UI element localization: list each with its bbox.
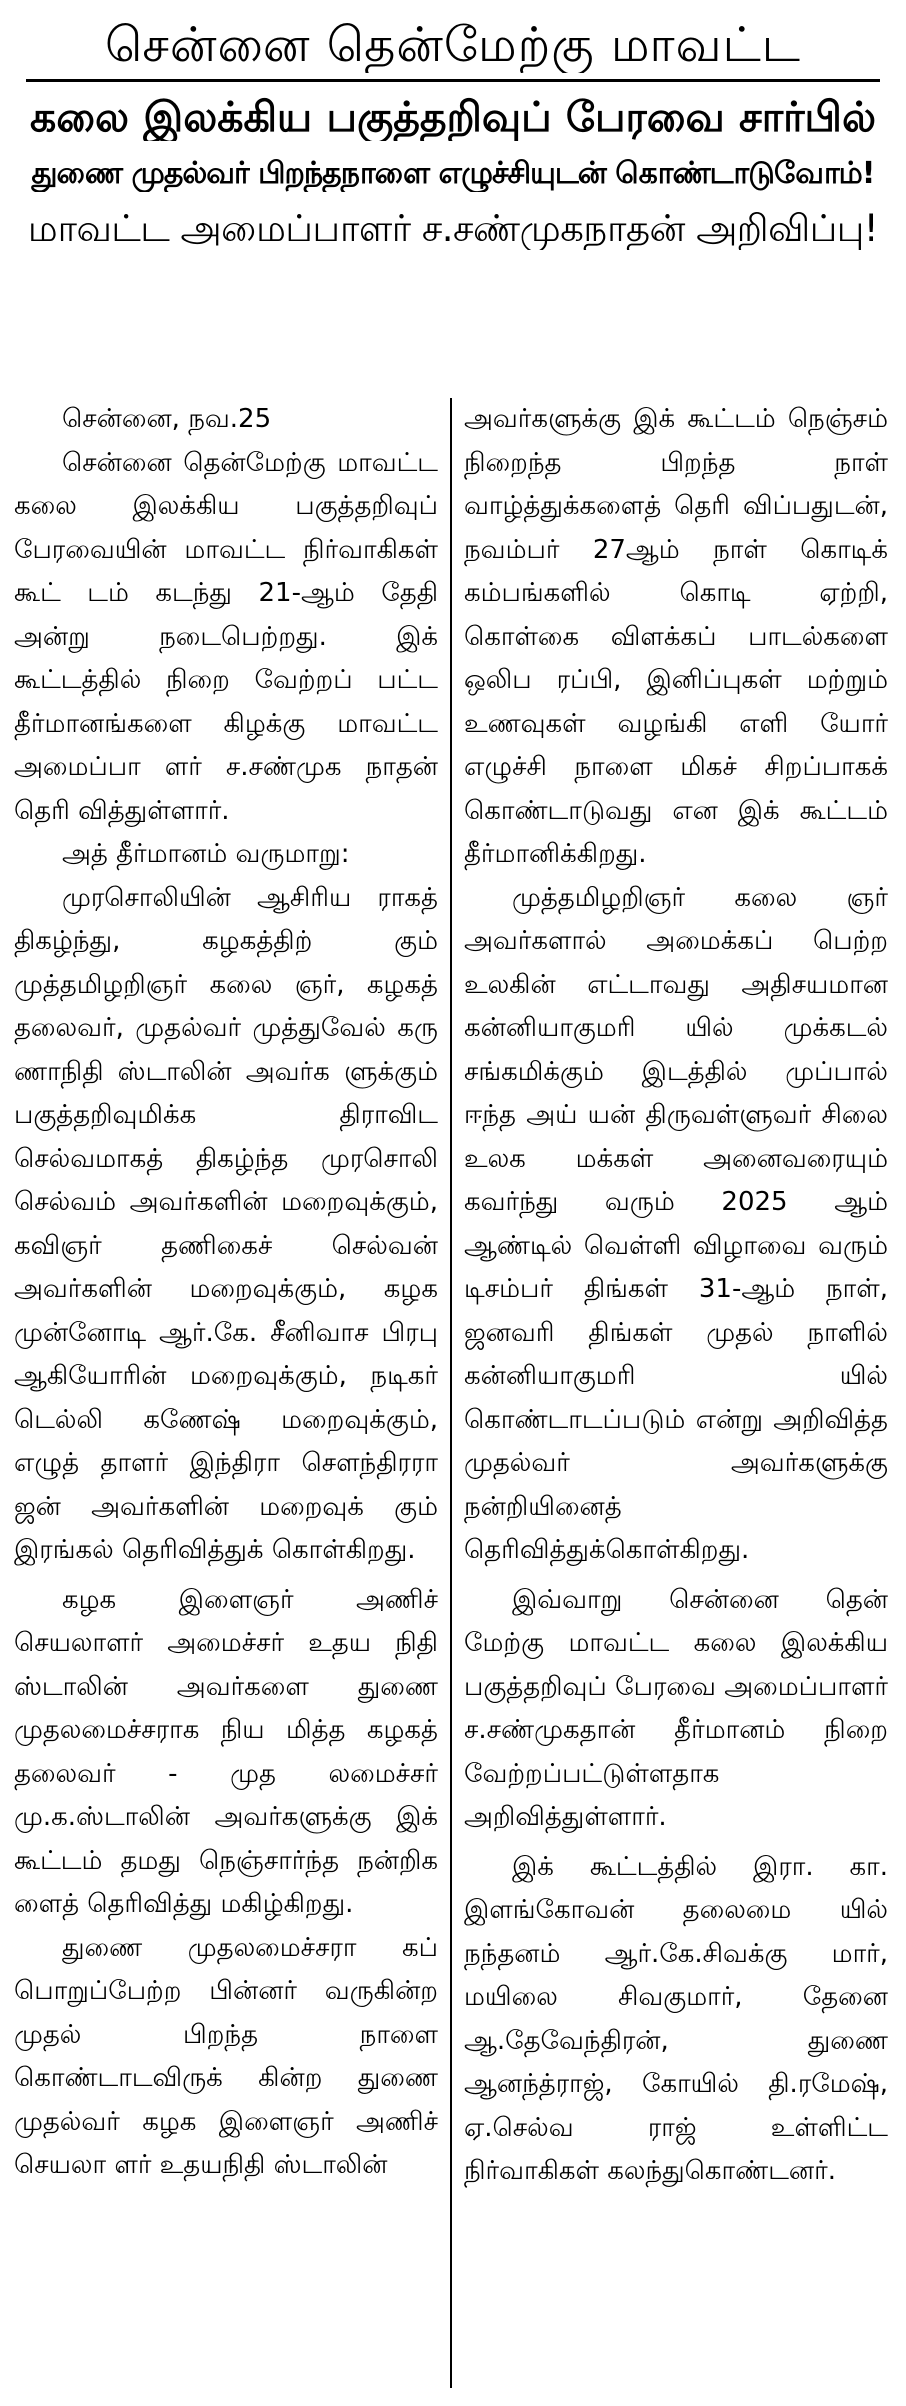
headline-district: சென்னை தென்மேற்கு மாவட்ட (105, 18, 801, 73)
article-paragraph: துணை முதலமைச்சரா கப் பொறுப்பேற்ற பின்னர் வருகின்ற முதல் பிறந்த நாளை கொண்டாடவிருக் கின்ற துணை முதல்வர் கழக இளைஞர் அணிச் செயலா ளர் உதயநிதி ஸ்டாலின் (14, 1932, 438, 2180)
headline-block (0, 0, 906, 250)
article-paragraph: அத் தீர்மானம் வருமாறு: (62, 839, 350, 869)
article-paragraph: இவ்வாறு சென்னை தென் மேற்கு மாவட்ட கலை இலக்கிய பகுத்தறிவுப் பேரவை அமைப்பாளர் ச.சண்முகதான் தீர்மானம் நிறை வேற்றப்பட்டுள்ளதாக அறிவித்துள்ளார். (464, 1584, 888, 1832)
headline-announcement: மாவட்ட அமைப்பாளர் ச.சண்முகநாதன் அறிவிப்பு! (27, 207, 879, 250)
article-paragraph: இக் கூட்டத்தில் இரா. கா. இளங்கோவன் தலைமை யில் நந்தனம் ஆர்.கே.சிவக்கு மார், மயிலை சிவகுமார், தேனை ஆ.தேவேந்திரன், துணை ஆனந்த்ராஜ், கோயில் தி.ரமேஷ், ஏ.செல்வ ராஜ் உள்ளிட்ட நிர்வாகிகள் கலந்துகொண்டனர். (464, 1851, 888, 2186)
headline-main: துணை முதல்வர் பிறந்தநாளை எழுச்சியுடன் கொண்டாடுவோம்! (31, 157, 875, 192)
article-column-right (452, 398, 888, 2388)
article-column-left (14, 398, 450, 2388)
article-paragraph: அவர்களுக்கு இக் கூட்டம் நெஞ்சம் நிறைந்த பிறந்த நாள் வாழ்த்துக்களைத் தெரி விப்பதுடன், நவம்பர் 27ஆம் நாள் கொடிக் கம்பங்களில் கொடி ஏற்றி, கொள்கை விளக்கப் பாடல்களை ஒலிப ரப்பி, இனிப்புகள் மற்றும் உணவுகள் வழங்கி எளி யோர் எழுச்சி நாளை மிகச் சிறப்பாகக் கொண்டாடுவது என இக் கூட்டம் தீர்மானிக்கிறது. (464, 404, 888, 869)
article-paragraph: முரசொலியின் ஆசிரிய ராகத் திகழ்ந்து, கழகத்திற் கும் முத்தமிழறிஞர் கலை ஞர், கழகத் தலைவர், முதல்வர் முத்துவேல் கரு ணாநிதி ஸ்டாலின் அவர்க ளுக்கும் பகுத்தறிவுமிக்க திராவிட செல்வமாகத் திகழ்ந்த முரசொலி செல்வம் அவர்களின் மறைவுக்கும், கவிஞர் தணிகைச் செல்வன் அவர்களின் மறைவுக்கும், கழக முன்னோடி ஆர்.கே. சீனிவாச பிரபு ஆகியோரின் மறைவுக்கும், நடிகர் டெல்லி கணேஷ் மறைவுக்கும், எழுத் தாளர் இந்திரா சௌந்திரரா ஜன் அவர்களின் மறைவுக் கும் இரங்கல் தெரிவித்துக் கொள்கிறது. (14, 882, 438, 1565)
article-paragraph: கழக இளைஞர் அணிச் செயலாளர் அமைச்சர் உதய நிதி ஸ்டாலின் அவர்களை துணை முதலமைச்சராக நிய மித்த கழகத் தலைவர் - முத லமைச்சர் மு.க.ஸ்டாலின் அவர்களுக்கு இக் கூட்டம் தமது நெஞ்சார்ந்த நன்றிக ளைத் தெரிவித்து மகிழ்கிறது. (14, 1584, 438, 1919)
headline-rule (26, 79, 880, 82)
article-dateline: சென்னை, நவ.25 (62, 404, 272, 434)
article-body (0, 398, 906, 2388)
article-paragraph: சென்னை தென்மேற்கு மாவட்ட கலை இலக்கிய பகுத்தறிவுப் பேரவையின் மாவட்ட நிர்வாகிகள் கூட் டம் கடந்து 21-ஆம் தேதி அன்று நடைபெற்றது. இக் கூட்டத்தில் நிறை வேற்றப் பட்ட தீர்மானங்களை கிழக்கு மாவட்ட அமைப்பா ளர் ச.சண்முக நாதன் தெரி வித்துள்ளார். (14, 447, 438, 826)
article-paragraph: முத்தமிழறிஞர் கலை ஞர் அவர்களால் அமைக்கப் பெற்ற உலகின் எட்டாவது அதிசயமான கன்னியாகுமரி யில் முக்கடல் சங்கமிக்கும் இடத்தில் முப்பால் ஈந்த அய் யன் திருவள்ளுவர் சிலை உலக மக்கள் அனைவரையும் கவர்ந்து வரும் 2025 ஆம் ஆண்டில் வெள்ளி விழாவை வரும் டிசம்பர் திங்கள் 31-ஆம் நாள், ஜனவரி திங்கள் முதல் நாளில் கன்னியாகுமரி யில் கொண்டாடப்படும் என்று அறிவித்த முதல்வர் அவர்களுக்கு நன்றியினைத் தெரிவித்துக்கொள்கிறது. (464, 882, 888, 1565)
headline-organisation: கலை இலக்கிய பகுத்தறிவுப் பேரவை சார்பில் (30, 94, 876, 142)
